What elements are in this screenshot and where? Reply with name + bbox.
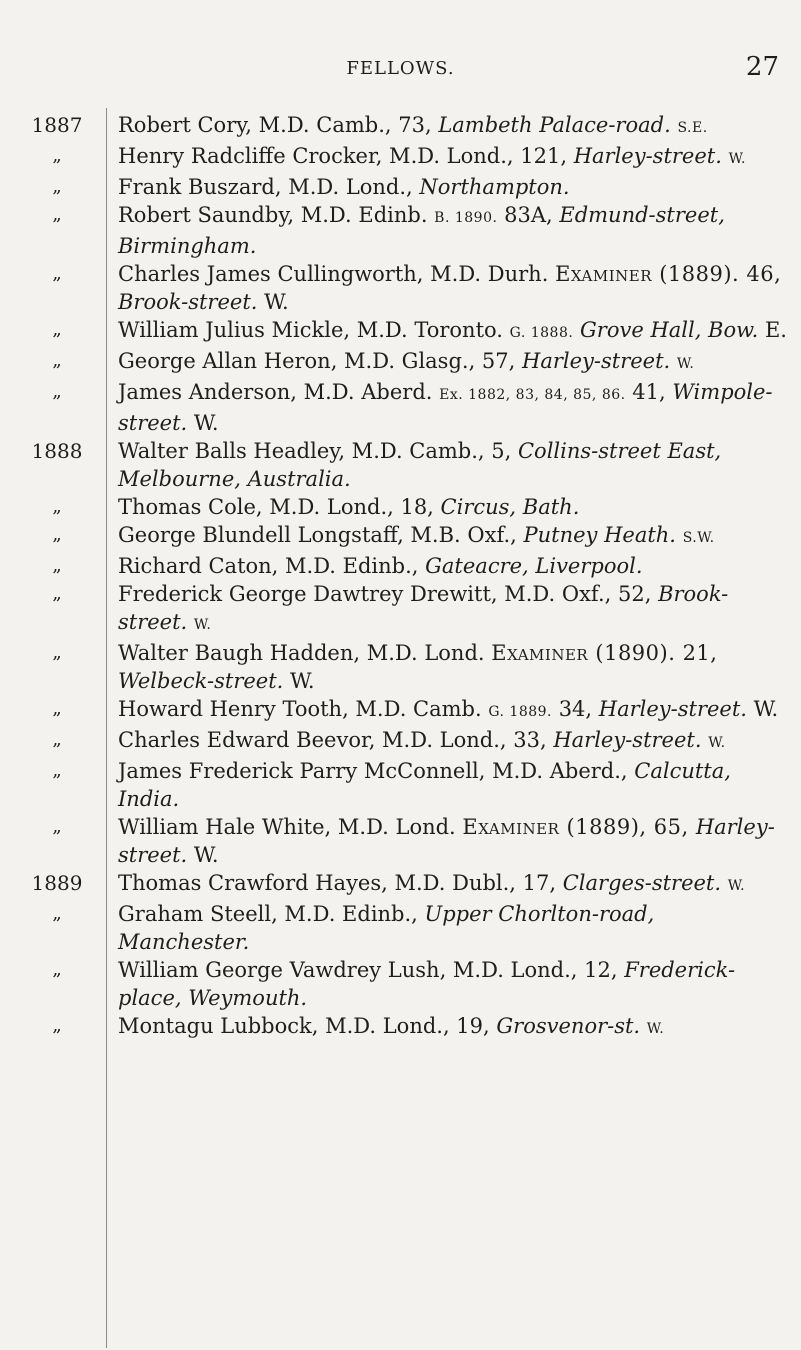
entry-tail: Examiner (1889), 65, Harley-street. W. [118,815,775,867]
entry-tail: E. [758,318,787,342]
entry-text: William Hale White, M.D. Lond. [118,815,463,839]
running-header: FELLOWS. [346,58,455,79]
ditto-mark: „ [52,816,62,837]
entry-text: Wimpole-street. [118,380,773,435]
entry-text: B. 1890. [434,210,498,226]
fellow-entry [88,695,788,726]
fellow-entry [88,201,788,260]
fellow-entry [88,111,788,142]
entry-text [721,871,728,895]
ditto-mark: „ [52,263,62,284]
fellow-entry [88,552,788,580]
entry-text: W. [193,617,212,633]
ditto-mark: „ [52,204,62,225]
fellow-entry [88,639,788,695]
fellow-entry [88,900,788,956]
entry-text: Robert Cory, M.D. Camb., 73, [118,113,439,137]
fellow-entry [88,757,788,813]
entry-text: Lambeth Palace-road. [438,113,671,137]
entry-text: Ex. 1882, 83, 84, 85, 86. [439,387,626,403]
entry-text [670,349,677,373]
entry-text: Gateacre, Liverpool. [425,554,643,578]
year-label: 1887 [31,113,83,137]
entry-text: Frederick George Dawtrey Drewitt, M.D. Oxf., 52, [118,582,659,606]
fellow-entry [88,813,788,869]
entry-text: Putney Heath. [523,523,676,547]
entry-tail: W. [187,411,219,435]
fellow-entry [88,316,788,347]
entry-text: James Frederick Parry McConnell, M.D. Aberd., [118,759,635,783]
entry-text: Thomas Crawford Hayes, M.D. Dubl., 17, [118,871,563,895]
entry-text: William George Vawdrey Lush, M.D. Lond., 12, [118,958,625,982]
entry-text: W. [728,151,746,167]
entry-text: W. [646,1021,665,1037]
entry-text: 83A, [497,203,560,227]
ditto-mark: „ [52,496,62,517]
entry-text: George Allan Heron, M.D. Glasg., 57, [118,349,522,373]
ditto-mark: „ [52,524,62,545]
entry-text: Robert Saundby, M.D. Edinb. [118,203,435,227]
entry-text: Howard Henry Tooth, M.D. Camb. [118,697,489,721]
entry-text [573,318,580,342]
entry-text: Calcutta, India. [118,759,731,811]
entry-text: G. 1888. [509,325,574,341]
entry-text: Montagu Lubbock, M.D. Lond., 19, [118,1014,497,1038]
entry-text: Grosvenor-st. [496,1014,641,1038]
ditto-mark: „ [52,698,62,719]
ditto-mark: „ [52,381,62,402]
entry-text: S.W. [682,530,715,546]
ditto-mark: „ [52,903,62,924]
page-number: 27 [745,52,779,82]
ditto-mark: „ [52,319,62,340]
entry-text: W. [727,878,746,894]
fellow-entry [88,347,788,378]
ditto-mark: „ [52,350,62,371]
entry-text: Northampton. [419,175,570,199]
entry-text: Brook-street. [118,582,729,634]
entry-text: Richard Caton, M.D. Edinb., [118,554,426,578]
entry-tail: Examiner (1890). 21, Welbeck-street. W. [118,641,718,693]
ditto-mark: „ [52,760,62,781]
fellow-entry [88,142,788,173]
entry-text: Walter Balls Headley, M.D. Camb., 5, [118,439,518,463]
entry-text: Henry Radcliffe Crocker, M.D. Lond., 121, [118,144,574,168]
year-label: 1888 [31,439,83,463]
entry-text: Thomas Cole, M.D. Lond., 18, [118,495,441,519]
entry-text: Frederick-place, Weymouth. [118,958,736,1010]
fellow-entry [88,493,788,521]
entry-text: Charles Edward Beevor, M.D. Lond., 33, [118,728,554,752]
fellow-entry [88,726,788,757]
entry-text [187,610,194,634]
fellow-entry [88,378,788,437]
entry-text: Clarges-street. [562,871,722,895]
entry-text: S.E. [677,120,708,136]
fellows-list [118,111,788,1043]
fellow-entry [88,956,788,1012]
entry-text: 34, [552,697,599,721]
ditto-mark: „ [52,583,62,604]
ditto-mark: „ [52,1015,62,1036]
entry-text: Harley-street. [598,697,747,721]
entry-text: 41, [625,380,673,404]
ditto-mark: „ [52,555,62,576]
entry-text [722,144,729,168]
entry-text: Walter Baugh Hadden, M.D. Lond. [118,641,492,665]
entry-text [640,1014,647,1038]
entry-text: James Anderson, M.D. Aberd. [118,380,440,404]
entry-text: George Blundell Longstaff, M.B. Oxf., [118,523,524,547]
ditto-mark: „ [52,642,62,663]
entry-text: Charles James Cullingworth, M.D. Durh. [118,262,556,286]
entry-text: Harley-street. [553,728,702,752]
fellow-entry [88,173,788,201]
fellow-entry [88,260,788,316]
entry-text: Frank Buszard, M.D. Lond., [118,175,420,199]
fellow-entry [88,521,788,552]
entry-text: Graham Steell, M.D. Edinb., [118,902,425,926]
entry-text: W. [676,356,695,372]
entry-text: Upper Chorlton-road, Manchester. [118,902,655,954]
entry-text [676,523,683,547]
ditto-mark: „ [52,729,62,750]
year-label: 1889 [31,871,83,895]
entry-text: W. [708,735,726,751]
entry-text: Edmund-street, Birmingham. [118,203,725,258]
ditto-mark: „ [52,176,62,197]
entry-text: Grove Hall, Bow. [580,318,759,342]
ditto-mark: „ [52,145,62,166]
entry-tail: W. [746,697,779,721]
fellow-entry [88,437,788,493]
entry-text: Harley-street. [522,349,671,373]
fellow-entry [88,869,788,900]
entry-tail: Examiner (1889). 46, Brook-street. W. [118,262,782,314]
entry-text: Collins-street East, Melbourne, Australia. [118,439,722,491]
fellow-entry [88,580,788,639]
entry-text: G. 1889. [488,704,553,720]
entry-text: William Julius Mickle, M.D. Toronto. [118,318,510,342]
ditto-mark: „ [52,959,62,980]
entry-text: Harley-street. [573,144,722,168]
fellow-entry [88,1012,788,1043]
entry-text: Circus, Bath. [440,495,580,519]
